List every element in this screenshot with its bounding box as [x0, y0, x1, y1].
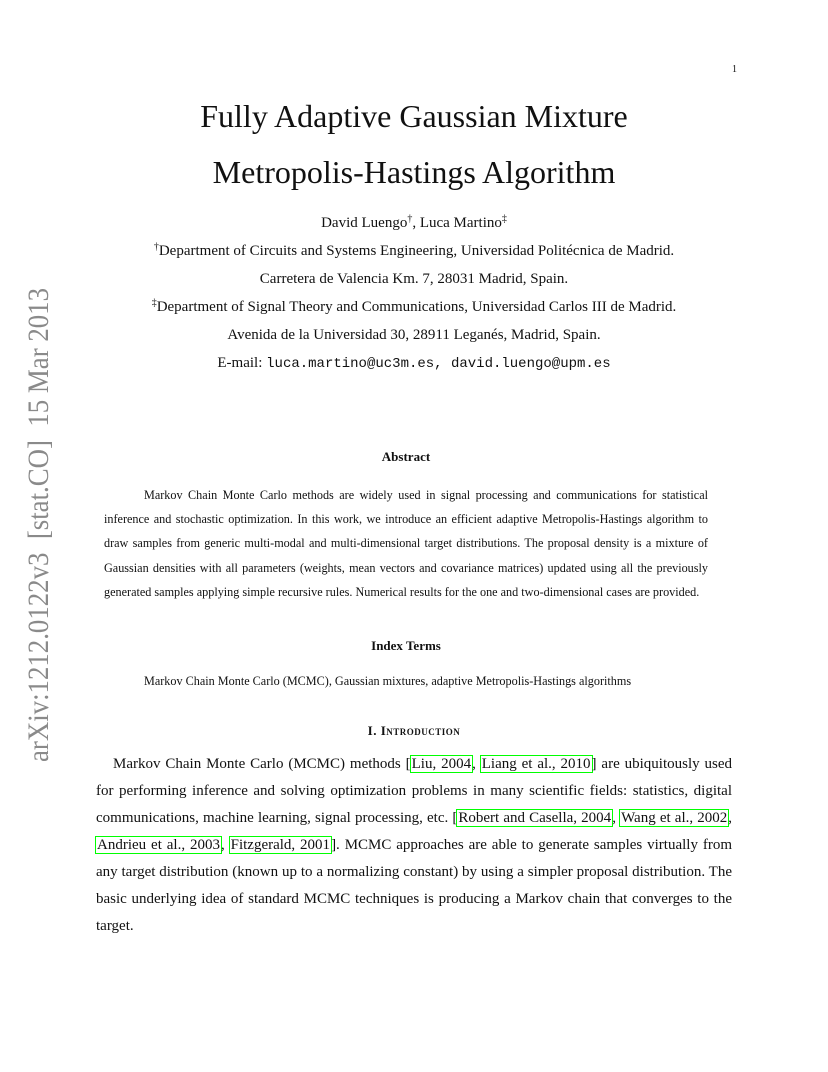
introduction-paragraph: [96, 751, 732, 940]
citation-link[interactable]: Wang et al., 2002: [621, 810, 728, 827]
author-mark-2: ‡: [501, 213, 507, 225]
intro-text-5: ,: [728, 810, 733, 827]
intro-text-1: Markov Chain Monte Carlo (MCMC) methods [: [113, 756, 411, 773]
arxiv-stamp-svg: [18, 232, 58, 764]
email-label: E-mail:: [217, 355, 267, 371]
paper-content: [96, 88, 732, 940]
email-line: [96, 349, 732, 378]
introduction-heading: [96, 722, 732, 740]
index-terms-heading: Index Terms: [371, 638, 441, 654]
intro-text-2: ,: [472, 756, 481, 773]
title-line-2: Metropolis-Hastings Algorithm: [212, 154, 616, 190]
author-line: [96, 209, 732, 237]
affiliation-1-text: Department of Circuits and Systems Engineering, Universidad Politécnica de Madrid.: [158, 243, 675, 259]
author-name-1: David Luengo: [321, 215, 408, 231]
affiliation-1-mark: †: [153, 241, 159, 253]
citation-link[interactable]: Robert and Casella, 2004: [458, 810, 612, 827]
intro-text-7: ]. MCMC approaches are able to generate samples virtually from any target distribution (known up to a normalizing constant) by using a simpler proposal distribution. The basic underlying idea of standard MCMC techniques is producing a Markov chain that converges to the target.: [96, 837, 732, 935]
author-block: [96, 209, 732, 378]
intro-text-6: ,: [220, 837, 230, 854]
paper-title: [96, 88, 732, 200]
affiliation-2: [96, 293, 732, 321]
affiliation-1-address: Carretera de Valencia Km. 7, 28031 Madrid, Spain.: [259, 271, 569, 287]
affiliation-1: [96, 237, 732, 265]
affiliation-2-mark: ‡: [151, 297, 157, 309]
citation-link[interactable]: Fitzgerald, 2001: [230, 837, 331, 854]
affiliation-2-text: Department of Signal Theory and Communications, Universidad Carlos III de Madrid.: [156, 299, 677, 315]
title-line-1: Fully Adaptive Gaussian Mixture: [200, 98, 628, 134]
page-number: 1: [732, 64, 737, 75]
abstract-heading: Abstract: [381, 449, 431, 464]
intro-text-3: ] are ubiquitously used for performing inference and solving optimization problems in many scientific fields: statistics, digital communications, machine learning, signal processing, etc. [: [96, 756, 732, 827]
author-separator: ,: [412, 215, 420, 231]
abstract-section: [104, 448, 708, 691]
arxiv-stamp-text: arXiv:1212.0122v3 [stat.CO] 15 Mar 2013: [22, 232, 55, 762]
intro-text-4: ,: [612, 810, 621, 827]
section-title-text: Introduction: [380, 723, 461, 739]
index-terms-text: Markov Chain Monte Carlo (MCMC), Gaussian mixtures, adaptive Metropolis-Hastings algorithms: [144, 674, 632, 689]
arxiv-identifier-stamp: [18, 232, 58, 764]
email-addresses: luca.martino@uc3m.es, david.luengo@upm.es: [266, 356, 611, 372]
author-mark-1: †: [407, 213, 413, 225]
citation-link[interactable]: Liang et al., 2010: [481, 756, 591, 773]
affiliation-2-address: Avenida de la Universidad 30, 28911 Leganés, Madrid, Spain.: [227, 327, 601, 343]
abstract-text: Markov Chain Monte Carlo methods are widely used in signal processing and communications for statistical inference and stochastic optimization. In this work, we introduce an efficient adaptive Metropolis-Hastings algorithm to draw samples from generic multi-modal and multi-dimensional target distributions. The proposal density is a mixture of Gaussian densities with all parameters (weights, mean vectors and covariance matrices) updated using all the previously generated samples applying simple recursive rules. Numerical results for the one and two-dimensional cases are provided.: [104, 488, 708, 599]
citation-link[interactable]: Andrieu et al., 2003: [97, 837, 220, 854]
citation-link[interactable]: Liu, 2004: [411, 756, 472, 773]
author-name-2: Luca Martino: [419, 215, 502, 231]
section-number: I.: [367, 723, 381, 739]
